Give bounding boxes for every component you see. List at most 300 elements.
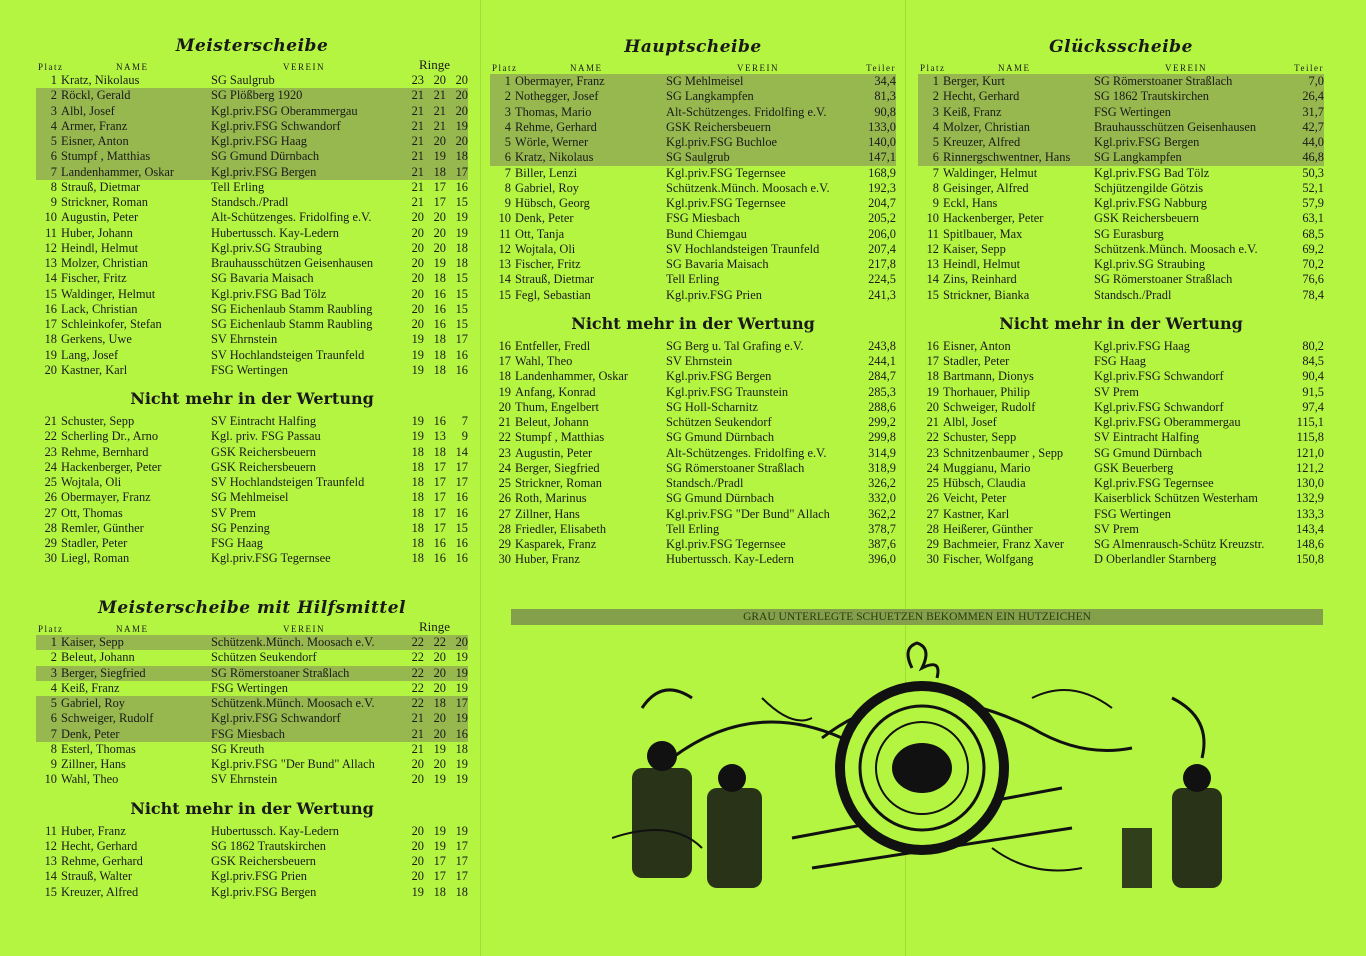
haupt-out-of-ranking-heading: Nicht mehr in der Wertung (571, 313, 815, 333)
row-name: Denk, Peter (515, 211, 574, 226)
meister-table-row (36, 363, 468, 378)
row-ring-score: 16 (455, 726, 468, 741)
row-ring-score: 17 (455, 332, 468, 347)
row-club: SG Bavaria Maisach (666, 257, 769, 271)
meister-table-row (36, 195, 468, 210)
row-club: FSG Wertingen (1094, 104, 1171, 119)
row-name: Schleinkofer, Stefan (61, 317, 162, 331)
row-club: Kgl.priv.FSG Bad Tölz (1094, 165, 1210, 180)
haupt-table-row (490, 430, 896, 445)
row-place: 21 (498, 415, 511, 429)
row-teiler: 69,2 (1302, 241, 1324, 256)
row-club: SG Römerstoaner Straßlach (211, 665, 350, 680)
row-ring-score: 15 (455, 301, 468, 316)
row-place: 22 (926, 430, 939, 445)
row-ring-score: 21 (411, 118, 424, 133)
row-name: Beleut, Johann (515, 415, 589, 429)
row-ring-score: 9 (461, 429, 468, 444)
haupt-table-row (490, 166, 896, 181)
row-club: SG Saulgrub (211, 73, 275, 87)
row-ring-score: 18 (455, 240, 468, 255)
meister-table-row (36, 490, 468, 505)
row-ring-score: 20 (411, 757, 424, 771)
meister-table-row (36, 226, 468, 241)
row-place: 26 (926, 491, 939, 506)
row-ring-score: 16 (455, 362, 468, 377)
row-club: Standsch./Pradl (666, 476, 744, 490)
row-place: 25 (926, 476, 939, 490)
row-place: 18 (44, 332, 57, 347)
row-place: 30 (44, 551, 57, 566)
meister-table-row (36, 88, 468, 103)
row-place: 19 (926, 384, 939, 399)
glueck-table-row (918, 135, 1324, 150)
glueck-table-row (918, 491, 1324, 506)
glueck-table-row (918, 288, 1324, 303)
row-ring-score: 16 (455, 347, 468, 362)
row-ring-score: 15 (455, 520, 468, 535)
row-teiler: 314,9 (868, 445, 896, 460)
haupt-table-row (490, 461, 896, 476)
row-ring-score: 20 (433, 680, 446, 695)
row-teiler: 243,8 (868, 338, 896, 353)
row-club: FSG Haag (1094, 354, 1146, 368)
row-club: Kaiserblick Schützen Westerham (1094, 491, 1258, 506)
haupt-table-row (490, 272, 896, 287)
row-place: 18 (498, 369, 511, 384)
row-place: 11 (45, 225, 57, 240)
row-club: Tell Erling (666, 272, 720, 287)
row-place: 6 (50, 711, 57, 726)
row-place: 22 (44, 429, 57, 444)
row-ring-score: 19 (455, 772, 468, 787)
row-name: Fischer, Fritz (61, 271, 127, 286)
row-ring-score: 16 (433, 551, 446, 566)
glueck-table-row (918, 211, 1324, 226)
row-place: 13 (498, 257, 511, 271)
row-club: Schützenk.Münch. Moosach e.V. (666, 180, 830, 195)
header-score: Teiler (1294, 63, 1324, 73)
row-name: Waldinger, Helmut (943, 165, 1038, 180)
meister-table-row (36, 287, 468, 302)
row-ring-score: 20 (433, 650, 446, 665)
row-ring-score: 19 (433, 838, 446, 853)
row-club: SG Römerstoaner Straßlach (666, 460, 805, 475)
row-name: Heißerer, Günther (943, 521, 1033, 536)
glueck-table-row (918, 369, 1324, 384)
row-place: 26 (498, 491, 511, 506)
row-teiler: 362,2 (868, 506, 896, 521)
row-name: Landenhammer, Oskar (515, 369, 629, 384)
row-club: Kgl.priv.FSG Prien (211, 869, 307, 884)
hilfs-table-row (36, 742, 468, 757)
row-ring-score: 19 (433, 772, 446, 787)
row-ring-score: 17 (433, 520, 446, 535)
row-place: 14 (44, 271, 57, 286)
row-place: 30 (926, 552, 939, 567)
row-place: 1 (932, 74, 939, 88)
row-name: Schweiger, Rudolf (943, 399, 1036, 414)
row-ring-score: 20 (411, 225, 424, 240)
meister-title: Meisterscheibe (175, 36, 329, 56)
row-club: Schützen Seukendorf (211, 650, 317, 665)
row-name: Thorhauer, Philip (943, 384, 1030, 399)
row-place: 6 (932, 150, 939, 165)
row-club: Kgl. priv. FSG Passau (211, 429, 321, 444)
row-place: 3 (50, 665, 57, 680)
row-ring-score: 14 (455, 444, 468, 459)
glueck-table-row (918, 74, 1324, 89)
meisterscheibe-hilfsmittel-section (36, 597, 468, 900)
header-platz: Platz (920, 63, 946, 73)
row-club: SG Almenrausch-Schütz Kreuzstr. (1094, 537, 1265, 551)
row-name: Hackenberger, Peter (61, 459, 162, 474)
haupt-table-row (490, 339, 896, 354)
row-name: Kastner, Karl (61, 362, 128, 377)
row-club: Alt-Schützenges. Fridolfing e.V. (666, 104, 827, 119)
row-place: 23 (498, 445, 511, 460)
row-club: Kgl.priv.FSG Tegernsee (666, 196, 786, 210)
row-ring-score: 18 (411, 490, 424, 505)
row-ring-score: 16 (433, 536, 446, 550)
row-name: Kratz, Nikolaus (515, 150, 594, 165)
row-club: SG Gmund Dürnbach (1094, 445, 1203, 460)
row-name: Anfang, Konrad (515, 384, 596, 399)
row-name: Kratz, Nikolaus (61, 73, 140, 87)
row-place: 20 (44, 362, 57, 377)
row-ring-score: 19 (433, 741, 446, 756)
row-ring-score: 20 (411, 301, 424, 316)
row-ring-score: 20 (455, 103, 468, 118)
glueck-table-row (918, 537, 1324, 552)
row-name: Kaiser, Sepp (943, 241, 1006, 256)
row-club: Kgl.priv.FSG Schwandorf (1094, 399, 1224, 414)
row-place: 9 (50, 757, 57, 771)
row-ring-score: 7 (461, 414, 468, 428)
header-platz: Platz (38, 624, 64, 634)
haupt-table-row (490, 415, 896, 430)
row-place: 13 (44, 256, 57, 270)
row-teiler: 299,8 (868, 430, 896, 445)
row-name: Strauß, Dietmar (61, 179, 141, 194)
row-ring-score: 16 (455, 490, 468, 505)
row-place: 22 (498, 430, 511, 445)
row-club: Schützenk.Münch. Moosach e.V. (211, 696, 375, 710)
row-place: 13 (44, 854, 57, 868)
haupt-table-row (490, 354, 896, 369)
row-ring-score: 17 (433, 475, 446, 489)
row-ring-score: 17 (433, 854, 446, 868)
row-name: Gerkens, Uwe (61, 332, 132, 347)
row-teiler: 192,3 (868, 180, 896, 195)
row-teiler: 133,0 (868, 119, 896, 134)
row-place: 21 (926, 415, 939, 429)
row-ring-score: 22 (411, 680, 424, 695)
row-place: 8 (504, 180, 511, 195)
row-place: 14 (498, 272, 511, 287)
row-place: 26 (44, 490, 57, 505)
header-score: Ringe (419, 57, 451, 72)
row-ring-score: 22 (411, 635, 424, 649)
row-ring-score: 16 (455, 179, 468, 194)
hauptscheibe-section (490, 36, 896, 568)
fold-line-left (480, 0, 481, 956)
row-name: Strauß, Walter (61, 869, 133, 884)
hilfs-header (36, 619, 468, 635)
row-place: 2 (50, 88, 57, 103)
row-ring-score: 19 (455, 680, 468, 695)
row-name: Ott, Tanja (515, 226, 565, 241)
row-place: 5 (50, 134, 57, 148)
haupt-table-row (490, 446, 896, 461)
row-name: Huber, Johann (61, 225, 133, 240)
row-ring-score: 17 (433, 505, 446, 520)
row-place: 23 (926, 445, 939, 460)
row-name: Hecht, Gerhard (943, 89, 1020, 104)
haupt-table-row (490, 522, 896, 537)
row-name: Remler, Günther (61, 520, 144, 535)
glueck-table-row (918, 272, 1324, 287)
row-ring-score: 20 (411, 772, 424, 787)
row-ring-score: 16 (433, 301, 446, 316)
row-club: SV Hochlandsteigen Traunfeld (211, 347, 365, 362)
row-name: Scherling Dr., Arno (61, 429, 159, 444)
row-place: 14 (926, 272, 939, 287)
row-ring-score: 19 (411, 347, 424, 362)
row-place: 29 (44, 536, 57, 550)
row-teiler: 121,2 (1296, 460, 1324, 475)
row-club: SG Eichenlaub Stamm Raubling (211, 301, 373, 316)
row-ring-score: 18 (433, 696, 446, 710)
row-place: 27 (498, 506, 511, 521)
row-club: Alt-Schützenges. Fridolfing e.V. (211, 210, 372, 225)
row-ring-score: 20 (411, 210, 424, 225)
row-ring-score: 20 (433, 240, 446, 255)
row-name: Hübsch, Claudia (943, 476, 1026, 490)
row-teiler: 81,3 (874, 89, 896, 104)
row-club: Hubertussch. Kay-Ledern (666, 552, 794, 567)
row-name: Rehme, Gerhard (515, 119, 597, 134)
row-teiler: 150,8 (1296, 552, 1324, 567)
row-name: Zillner, Hans (515, 506, 580, 521)
row-club: Kgl.priv.FSG Tegernsee (666, 537, 786, 551)
row-ring-score: 20 (433, 210, 446, 225)
row-name: Stadler, Peter (61, 536, 128, 550)
glueck-table-row (918, 354, 1324, 369)
row-ring-score: 18 (455, 884, 468, 899)
row-ring-score: 20 (411, 256, 424, 270)
row-ring-score: 21 (411, 195, 424, 209)
glueck-table-row (918, 430, 1324, 445)
row-ring-score: 16 (433, 317, 446, 331)
row-club: SG Eurasburg (1094, 226, 1164, 241)
row-ring-score: 21 (411, 164, 424, 179)
row-place: 11 (927, 226, 939, 241)
row-place: 24 (44, 459, 57, 474)
meister-table-row (36, 536, 468, 551)
row-club: GSK Reichersbeuern (211, 459, 316, 474)
row-club: Kgl.priv.FSG Tegernsee (211, 551, 331, 566)
row-club: GSK Reichersbeuern (666, 119, 771, 134)
glueck-table-row (918, 105, 1324, 120)
row-place: 15 (926, 287, 939, 302)
row-ring-score: 18 (411, 520, 424, 535)
row-club: GSK Reichersbeuern (211, 854, 316, 868)
haupt-header (490, 58, 896, 74)
row-name: Berger, Siegfried (61, 665, 146, 680)
row-ring-score: 16 (433, 414, 446, 428)
row-ring-score: 16 (433, 286, 446, 301)
header-verein: VEREIN (283, 624, 325, 634)
row-ring-score: 19 (455, 711, 468, 726)
row-club: SG Eichenlaub Stamm Raubling (211, 317, 373, 331)
hilfs-table-row (36, 727, 468, 742)
row-name: Zillner, Hans (61, 757, 126, 771)
row-ring-score: 19 (455, 757, 468, 771)
row-ring-score: 18 (411, 459, 424, 474)
row-name: Denk, Peter (61, 726, 120, 741)
row-name: Obermayer, Franz (61, 490, 151, 505)
row-name: Friedler, Elisabeth (515, 521, 607, 536)
row-ring-score: 17 (455, 459, 468, 474)
row-club: FSG Miesbach (211, 726, 285, 741)
row-ring-score: 20 (433, 711, 446, 726)
row-teiler: 326,2 (868, 476, 896, 490)
row-ring-score: 18 (411, 475, 424, 489)
row-ring-score: 18 (433, 164, 446, 179)
row-club: SG 1862 Trautskirchen (211, 838, 326, 853)
row-club: SG Kreuth (211, 741, 265, 756)
row-ring-score: 15 (455, 286, 468, 301)
row-teiler: 284,7 (868, 369, 896, 384)
row-name: Lang, Josef (61, 347, 119, 362)
meister-table-row (36, 180, 468, 195)
row-teiler: 299,2 (868, 415, 896, 429)
meister-table-row (36, 271, 468, 286)
row-teiler: 52,1 (1302, 180, 1324, 195)
row-club: SV Prem (1094, 384, 1139, 399)
row-place: 5 (50, 696, 57, 710)
row-club: SG Gmund Dürnbach (666, 430, 775, 445)
row-club: SV Prem (1094, 521, 1139, 536)
glueck-table-row (918, 150, 1324, 165)
row-place: 1 (50, 635, 57, 649)
row-ring-score: 23 (411, 73, 424, 87)
row-name: Muggianu, Mario (943, 460, 1031, 475)
row-club: Hubertussch. Kay-Ledern (211, 823, 339, 838)
row-place: 7 (932, 165, 939, 180)
row-ring-score: 21 (411, 711, 424, 726)
meister-out-of-ranking-heading: Nicht mehr in der Wertung (130, 389, 374, 408)
row-name: Geisinger, Alfred (943, 180, 1029, 195)
row-ring-score: 15 (455, 317, 468, 331)
row-place: 29 (926, 537, 939, 551)
haupt-table-row (490, 476, 896, 491)
meister-table-row (36, 134, 468, 149)
row-place: 6 (504, 150, 511, 165)
row-name: Bachmeier, Franz Xaver (943, 537, 1064, 551)
hilfs-title: Meisterscheibe mit Hilfsmittel (98, 598, 406, 618)
row-teiler: 387,6 (868, 537, 896, 551)
meister-table-row (36, 165, 468, 180)
row-club: SG Langkampfen (666, 89, 754, 104)
row-teiler: 378,7 (868, 521, 896, 536)
row-teiler: 241,3 (868, 287, 896, 302)
row-name: Augustin, Peter (515, 445, 593, 460)
row-club: Kgl.priv.SG Straubing (1094, 257, 1206, 271)
row-name: Huber, Franz (61, 823, 126, 838)
row-name: Lack, Christian (61, 301, 138, 316)
row-name: Röckl, Gerald (61, 88, 131, 103)
row-name: Thum, Engelbert (515, 399, 599, 414)
row-place: 9 (504, 196, 511, 210)
glueck-title: Glücksscheibe (1049, 37, 1193, 57)
row-name: Thomas, Mario (515, 104, 592, 119)
row-club: FSG Wertingen (211, 362, 288, 377)
row-ring-score: 21 (433, 103, 446, 118)
row-ring-score: 17 (455, 838, 468, 853)
row-ring-score: 19 (455, 210, 468, 225)
row-ring-score: 20 (411, 240, 424, 255)
row-ring-score: 20 (433, 225, 446, 240)
row-club: Brauhausschützen Geisenhausen (211, 256, 374, 270)
row-place: 13 (926, 257, 939, 271)
row-name: Schuster, Sepp (943, 430, 1017, 445)
row-teiler: 148,6 (1296, 537, 1324, 551)
row-teiler: 90,8 (874, 104, 896, 119)
row-teiler: 207,4 (868, 241, 896, 256)
row-name: Entfeller, Fredl (515, 338, 591, 353)
glueck-table-row (918, 415, 1324, 430)
header-score: Teiler (866, 63, 896, 73)
row-name: Zins, Reinhard (943, 272, 1017, 287)
glueck-table-row (918, 339, 1324, 354)
row-teiler: 244,1 (868, 354, 896, 368)
row-name: Stumpf , Matthias (515, 430, 605, 445)
row-name: Gabriel, Roy (61, 696, 126, 710)
row-name: Strickner, Roman (61, 195, 148, 209)
row-ring-score: 19 (411, 414, 424, 428)
haupt-title: Hauptscheibe (624, 37, 762, 57)
row-club: SV Ehrnstein (666, 354, 733, 368)
row-place: 28 (44, 520, 57, 535)
row-ring-score: 17 (455, 475, 468, 489)
row-club: Kgl.priv.FSG Tegernsee (1094, 476, 1214, 490)
row-ring-score: 21 (411, 726, 424, 741)
row-club: Tell Erling (211, 179, 265, 194)
header-verein: VEREIN (283, 62, 325, 72)
haupt-table-row (490, 196, 896, 211)
row-name: Schnitzenbaumer , Sepp (943, 445, 1064, 460)
glueck-table-row (918, 507, 1324, 522)
glueck-table-row (918, 461, 1324, 476)
row-name: Eisner, Anton (943, 338, 1011, 353)
row-name: Eisner, Anton (61, 134, 129, 148)
row-ring-score: 19 (433, 823, 446, 838)
row-ring-score: 13 (433, 429, 446, 444)
haupt-table-row (490, 105, 896, 120)
row-club: SG Römerstoaner Straßlach (1094, 74, 1233, 88)
row-ring-score: 16 (455, 536, 468, 550)
row-teiler: 132,9 (1296, 491, 1324, 506)
row-ring-score: 21 (411, 88, 424, 103)
hilfs-table-row (36, 696, 468, 711)
row-teiler: 217,8 (868, 257, 896, 271)
row-teiler: 396,0 (868, 552, 896, 567)
row-teiler: 206,0 (868, 226, 896, 241)
row-ring-score: 19 (433, 256, 446, 270)
meister-table-row (36, 348, 468, 363)
